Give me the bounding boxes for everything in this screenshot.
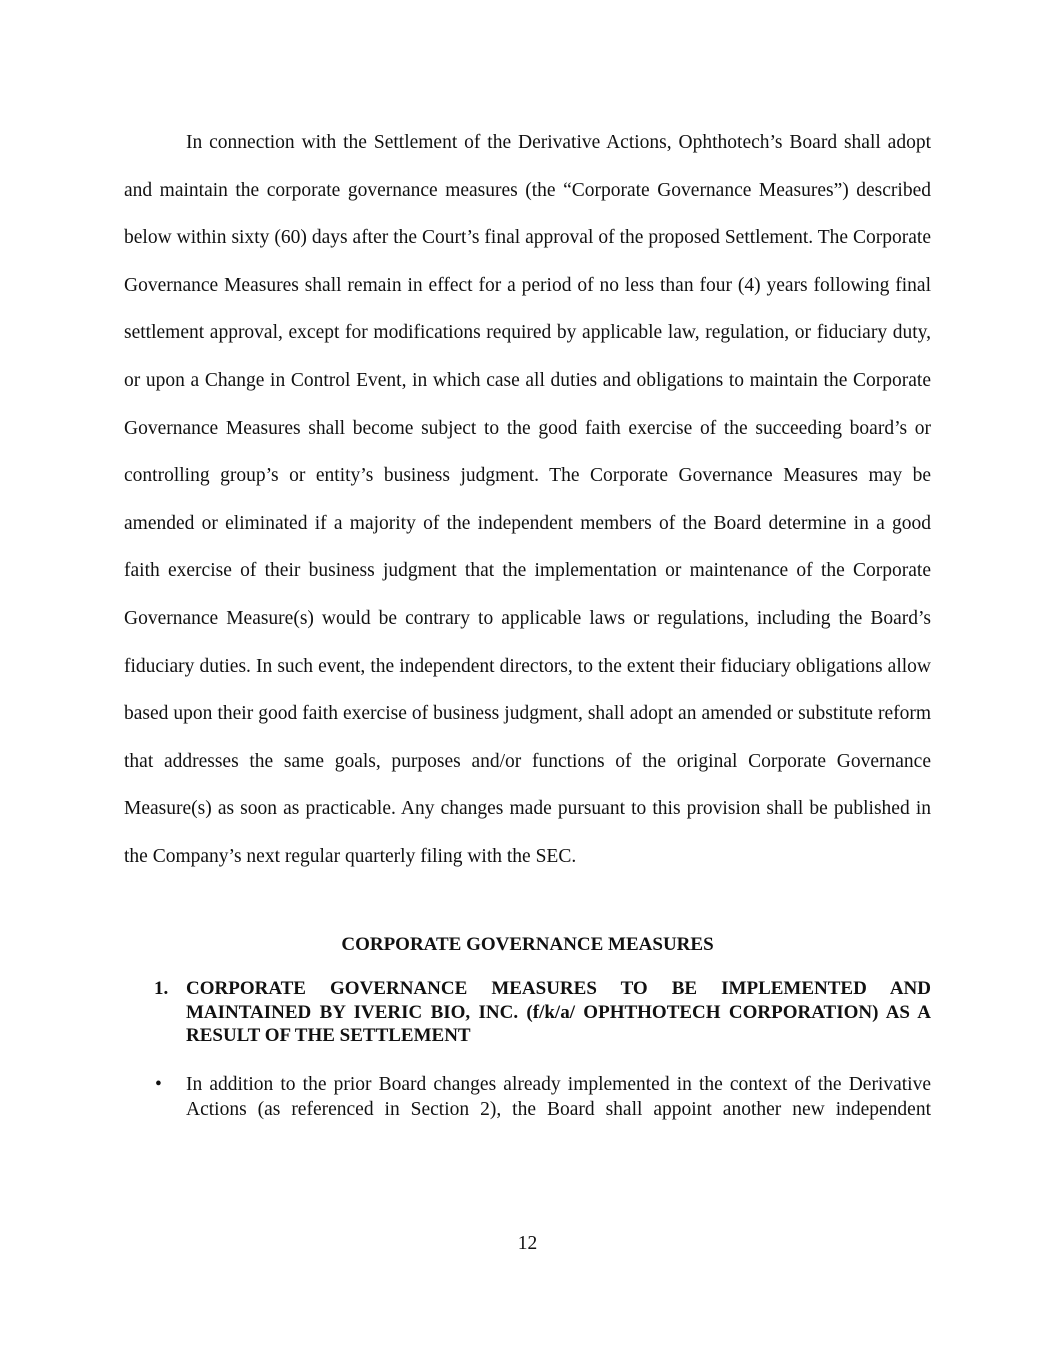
list-number: 1. <box>154 978 169 999</box>
numbered-list-item <box>124 977 931 1048</box>
page-number: 12 <box>517 1233 538 1254</box>
bullet-item-text: In addition to the prior Board changes already implemented in the context of the Derivative Actions (as referenced in Section 2), the Board shall appoint another new independent <box>186 1074 931 1120</box>
bullet-icon: • <box>155 1074 162 1095</box>
list-item-heading: CORPORATE GOVERNANCE MEASURES TO BE IMPLEMENTED AND MAINTAINED BY IVERIC BIO, INC. (f/k/a/ OPHTHOTECH CORPORATION) AS A RESULT OF THE SETTLEMENT <box>186 978 931 1046</box>
body-paragraph: In connection with the Settlement of the Derivative Actions, Ophthotech’s Board shall adopt and maintain the corporate governance measures (the “Corporate Governance Measures”) described below within sixty (60) days after the Court’s final approval of the proposed Settlement. The Corporate Governance Measures shall remain in effect for a period of no less than four (4) years following final settlement approval, except for modifications required by applicable law, regulation, or fiduciary duty, or upon a Change in Control Event, in which case all duties and obligations to maintain the Corporate Governance Measures shall become subject to the good faith exercise of the succeeding board’s or controlling group’s or entity’s business judgment. The Corporate Governance Measures may be amended or eliminated if a majority of the independent members of the Board determine in a good faith exercise of their business judgment that the implementation or maintenance of the Corporate Governance Measure(s) would be contrary to applicable laws or regulations, including the Board’s fiduciary duties. In such event, the independent directors, to the extent their fiduciary obligations allow based upon their good faith exercise of business judgment, shall adopt an amended or substitute reform that addresses the same goals, purposes and/or functions of the original Corporate Governance Measure(s) as soon as practicable. Any changes made pursuant to this provision shall be published in the Company’s next regular quarterly filing with the SEC. <box>124 132 931 867</box>
section-heading: CORPORATE GOVERNANCE MEASURES <box>341 934 714 955</box>
bullet-list-item <box>124 1073 931 1122</box>
